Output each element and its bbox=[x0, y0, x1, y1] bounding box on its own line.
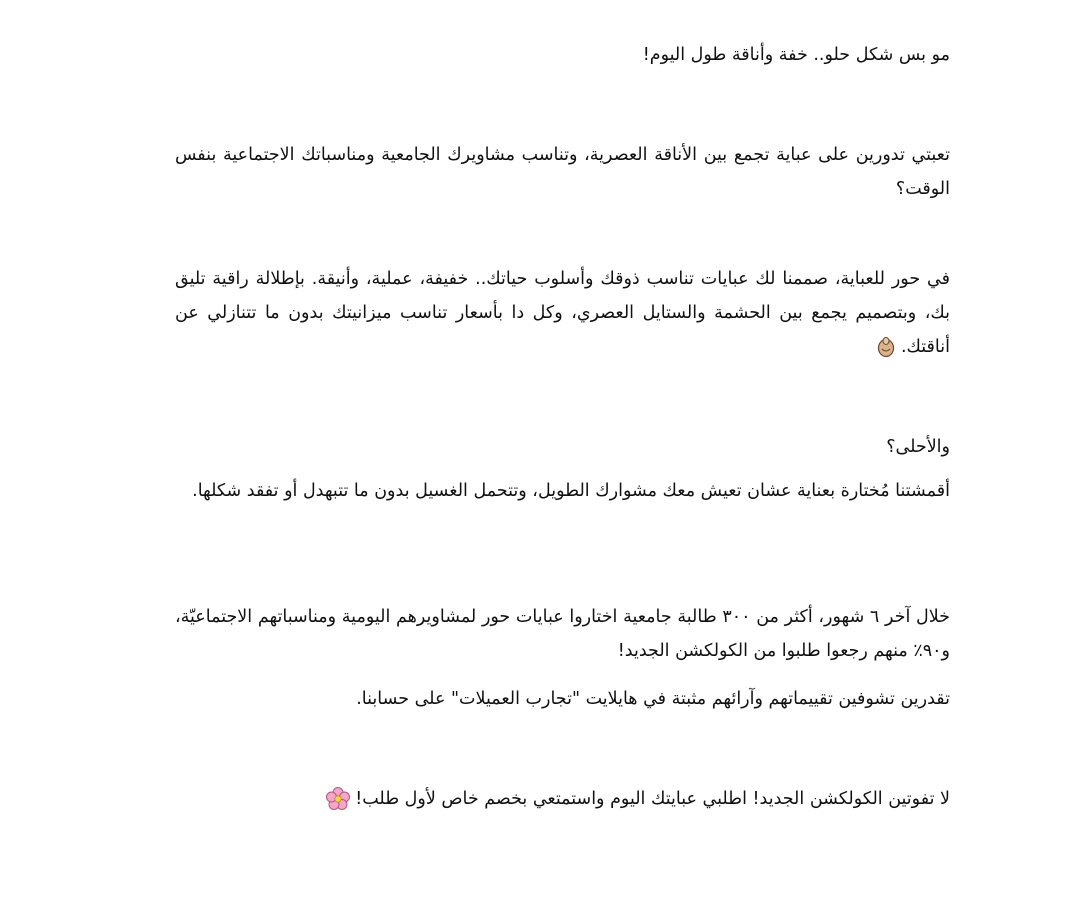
better-heading: والأحلى؟ bbox=[886, 437, 950, 457]
intro-paragraph bbox=[175, 262, 950, 364]
cta-text: لا تفوتين الكولكشن الجديد! اطلبي عبايتك اليوم واستمتعي بخصم خاص لأول طلب! bbox=[355, 789, 950, 809]
hand-emoji-icon bbox=[875, 336, 897, 358]
question-paragraph: تعبتي تدورين على عباية تجمع بين الأناقة العصرية، وتناسب مشاويرك الجامعية ومناسباتك الاجتماعية بنفس الوقت؟ bbox=[175, 145, 950, 199]
cta-paragraph bbox=[175, 782, 950, 816]
document-page bbox=[170, 0, 950, 899]
stats-paragraph: خلال آخر ٦ شهور، أكثر من ٣٠٠ طالبة جامعية اختاروا عبايات حور لمشاويرهم اليومية ومناسباتهم الاجتماعيّة، و٩٠٪ منهم رجعوا طلبوا من الكولكشن الجديد! bbox=[175, 607, 950, 661]
pink-flower-emoji-icon bbox=[325, 786, 351, 812]
fabric-paragraph: أقمشتنا مُختارة بعناية عشان تعيش معك مشوارك الطويل، وتتحمل الغسيل بدون ما تتبهدل أو تفقد شكلها. bbox=[192, 481, 950, 501]
headline: مو بس شكل حلو.. خفة وأناقة طول اليوم! bbox=[642, 45, 950, 65]
reviews-paragraph: تقدرين تشوفين تقييماتهم وآرائهم مثبتة في هايلايت "تجارب العميلات" على حسابنا. bbox=[356, 689, 950, 709]
intro-text: في حور للعباية، صممنا لك عبايات تناسب ذوقك وأسلوب حياتك.. خفيفة، عملية، وأنيقة. بإطلالة راقية تليق بك، وبتصميم يجمع بين الحشمة والستايل العصري، وكل دا بأسعار تناسب ميزانيتك بدون ما تتنازلي عن أناقتك. bbox=[175, 269, 950, 357]
